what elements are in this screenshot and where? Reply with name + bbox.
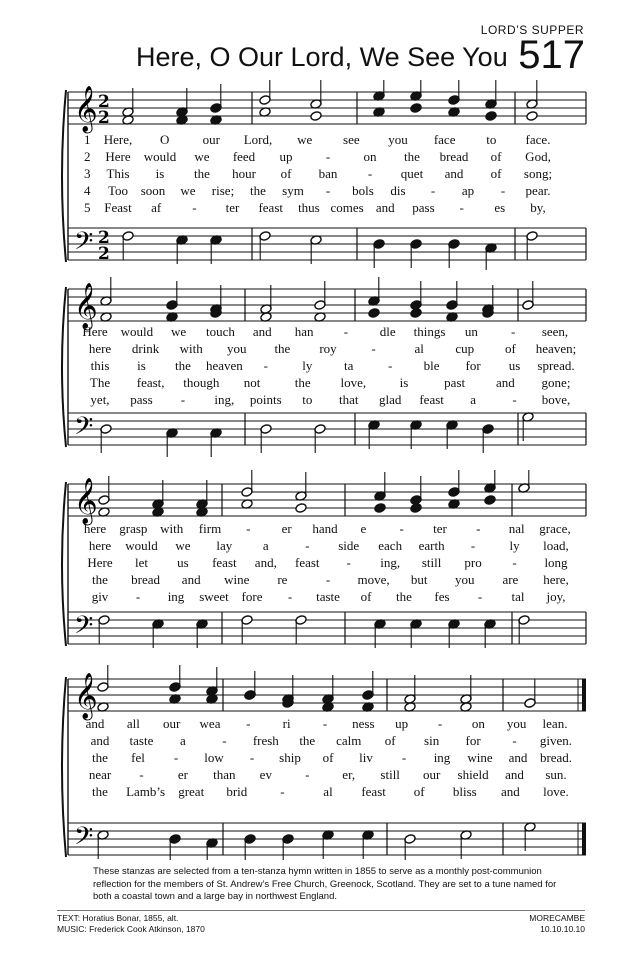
lyric-syllable: Lamb’s: [126, 784, 166, 799]
lyric-syllable: -: [430, 183, 436, 198]
lyric-syllable: -: [437, 716, 443, 731]
lyric-syllable: up: [395, 716, 409, 731]
lyric-syllable: bread: [439, 149, 469, 164]
lyric-syllable: face: [433, 132, 456, 147]
lyric-syllable: comes: [330, 200, 364, 215]
lyric-syllable: quet: [400, 166, 424, 181]
lyric-syllable: love,: [340, 375, 367, 390]
lyric-syllable: would: [143, 149, 177, 164]
lyrics-system-1: [0, 132, 640, 222]
lyric-syllable: sun.: [545, 767, 567, 782]
lyric-syllable: the: [92, 784, 108, 799]
lyric-syllable: our: [422, 767, 441, 782]
lyric-syllable: feast: [419, 392, 444, 407]
lyric-syllable: would: [120, 324, 154, 339]
lyric-syllable: ly: [509, 538, 520, 553]
lyric-syllable: es: [494, 200, 506, 215]
lyric-syllable: ness: [352, 716, 375, 731]
lyric-syllable: -: [249, 750, 255, 765]
lyric-syllable: drink: [131, 341, 160, 356]
lyric-syllable: -: [246, 521, 251, 536]
lyric-syllable: -: [371, 341, 376, 356]
lyric-syllable: of: [280, 166, 292, 181]
lyric-syllable: earth: [418, 538, 445, 553]
lyric-syllable: ing: [433, 750, 451, 765]
lyric-syllable: near: [88, 767, 112, 782]
lyric-syllable: pro: [464, 555, 482, 570]
lyric-syllable: -: [346, 555, 351, 570]
lyric-syllable: lean.: [542, 716, 568, 731]
lyric-syllable: each: [378, 538, 403, 553]
lyric-syllable: heaven;: [535, 341, 577, 356]
lyric-syllable: O: [159, 132, 170, 147]
lyric-syllable: to: [302, 392, 313, 407]
alto-note: [526, 111, 538, 122]
lyric-syllable: fore: [241, 589, 263, 604]
lyric-syllable: er,: [342, 767, 356, 782]
lyric-syllable: let: [134, 555, 148, 570]
lyric-syllable: the: [274, 341, 291, 356]
lyric-syllable: of: [360, 589, 372, 604]
lyric-syllable: things: [413, 324, 446, 339]
treble-clef-icon: 𝄞: [74, 478, 98, 524]
lyric-syllable: al: [414, 341, 424, 356]
lyric-syllable: and: [252, 324, 272, 339]
lyric-syllable: of: [322, 750, 334, 765]
lyric-syllable: that: [338, 392, 359, 407]
lyric-syllable: -: [222, 733, 227, 748]
lyric-syllable: and: [90, 733, 110, 748]
lyric-syllable: spread.: [537, 358, 575, 373]
lyric-syllable: the: [294, 375, 311, 390]
verse-number: 5: [84, 200, 91, 215]
lyric-syllable: ri: [282, 716, 291, 731]
alto-note: [310, 111, 322, 122]
lyric-syllable: the: [396, 589, 412, 604]
lyric-syllable: wine: [224, 572, 250, 587]
lyric-syllable: with: [160, 521, 184, 536]
lyric-syllable: -: [305, 767, 310, 782]
lyric-syllable: we: [175, 538, 191, 553]
lyric-syllable: ap: [461, 183, 475, 198]
lyric-syllable: shield: [457, 767, 489, 782]
lyric-syllable: Here,: [103, 132, 133, 147]
lyric-syllable: taste: [316, 589, 340, 604]
treble-time-bottom: 2: [98, 108, 110, 128]
lyric-syllable: glad: [378, 392, 402, 407]
lyric-syllable: God,: [525, 149, 551, 164]
hymn-note: These stanzas are selected from a ten-stanza hymn written in 1855 to serve as a monthly post-communion reflection for the members of St. Andrew’s Free Church, Greenock, Scotland. They are set to a tune named for both a coastal town and a large bay in northwest England.: [93, 866, 557, 902]
lyrics-system-3: [0, 521, 640, 611]
lyric-syllable: joy,: [546, 589, 566, 604]
alto-note: [410, 103, 422, 114]
lyric-syllable: -: [399, 521, 404, 536]
lyric-syllable: than: [213, 767, 236, 782]
lyric-syllable: sin: [424, 733, 440, 748]
lyric-syllable: dis: [390, 183, 406, 198]
lyric-syllable: ing,: [380, 555, 401, 570]
lyric-syllable: lay: [216, 538, 233, 553]
lyric-syllable: af: [151, 200, 162, 215]
lyric-syllable: sweet: [199, 589, 229, 604]
meter: 10.10.10.10: [540, 924, 585, 934]
lyric-syllable: thus: [298, 200, 320, 215]
lyric-syllable: and: [85, 716, 105, 731]
lyric-syllable: and: [505, 767, 524, 782]
lyric-syllable: Lord,: [243, 132, 273, 147]
treble-clef-icon: 𝄞: [74, 86, 98, 132]
lyric-syllable: of: [504, 341, 516, 356]
lyric-syllable: -: [401, 750, 407, 765]
lyric-syllable: we: [180, 183, 196, 198]
lyric-syllable: liv: [359, 750, 373, 765]
lyric-syllable: -: [470, 538, 476, 553]
lyric-syllable: and,: [254, 555, 277, 570]
lyric-syllable: -: [325, 572, 331, 587]
lyric-syllable: ship: [279, 750, 301, 765]
lyric-syllable: e: [360, 521, 367, 536]
lyric-syllable: is: [399, 375, 409, 390]
lyric-syllable: -: [280, 784, 285, 799]
lyric-syllable: taste: [129, 733, 154, 748]
lyric-syllable: not: [243, 375, 261, 390]
lyric-syllable: Feast: [104, 200, 132, 215]
lyric-syllable: -: [322, 716, 328, 731]
lyric-syllable: touch: [206, 324, 235, 339]
lyric-syllable: on: [363, 149, 377, 164]
lyric-syllable: feast: [361, 784, 386, 799]
alto-note: [485, 111, 497, 122]
lyric-syllable: bols: [352, 183, 374, 198]
lyric-syllable: for: [465, 358, 481, 373]
lyric-syllable: hour: [232, 166, 256, 181]
bass-clef-icon: 𝄢: [74, 227, 94, 262]
lyric-syllable: still: [421, 555, 442, 570]
lyric-syllable: ter: [225, 200, 240, 215]
lyric-syllable: move,: [357, 572, 390, 587]
lyric-syllable: -: [305, 538, 310, 553]
lyric-syllable: long: [544, 555, 568, 570]
lyric-syllable: points: [249, 392, 282, 407]
lyric-syllable: -: [367, 166, 373, 181]
lyrics-system-4: [0, 716, 640, 806]
lyric-syllable: low: [204, 750, 224, 765]
lyric-syllable: wine: [467, 750, 493, 765]
lyric-syllable: though: [183, 375, 220, 390]
bass-clef-icon: 𝄢: [74, 412, 94, 447]
treble-clef-icon: 𝄞: [74, 673, 98, 719]
lyric-syllable: the: [92, 572, 108, 587]
lyric-syllable: of: [490, 149, 502, 164]
lyric-syllable: cup: [455, 341, 475, 356]
lyric-syllable: -: [139, 767, 144, 782]
bass-time-bottom: 2: [98, 244, 110, 264]
lyric-syllable: we: [171, 324, 187, 339]
lyric-syllable: and: [501, 784, 520, 799]
lyric-syllable: for: [465, 733, 481, 748]
lyric-syllable: -: [287, 589, 293, 604]
bass-time-top: 2: [98, 228, 110, 248]
lyric-syllable: feast: [294, 555, 320, 570]
lyric-syllable: seen,: [541, 324, 569, 339]
verse-number: 1: [84, 132, 91, 147]
lyric-syllable: you: [227, 341, 247, 356]
lyric-syllable: hand: [312, 521, 338, 536]
lyric-syllable: gone;: [541, 375, 571, 390]
lyric-syllable: un: [464, 324, 478, 339]
lyric-syllable: and: [495, 375, 515, 390]
credit-text: TEXT: Horatius Bonar, 1855, alt.: [57, 913, 179, 923]
lyric-syllable: Here: [105, 149, 131, 164]
lyric-syllable: ban: [318, 166, 338, 181]
alto-note: [374, 503, 386, 514]
lyric-syllable: and: [508, 750, 528, 765]
lyric-syllable: This: [106, 166, 130, 181]
lyric-syllable: bove,: [541, 392, 571, 407]
lyric-syllable: The: [89, 375, 111, 390]
lyric-syllable: tal: [511, 589, 525, 604]
lyric-syllable: heaven: [205, 358, 243, 373]
lyric-syllable: ing,: [214, 392, 235, 407]
lyric-syllable: us: [508, 358, 521, 373]
lyric-syllable: soon: [140, 183, 166, 198]
lyric-syllable: -: [192, 200, 197, 215]
lyric-syllable: a: [262, 538, 269, 553]
lyric-syllable: -: [263, 358, 268, 373]
lyric-syllable: feast,: [136, 375, 165, 390]
lyric-syllable: given.: [539, 733, 573, 748]
lyric-syllable: would: [125, 538, 158, 553]
lyric-syllable: -: [511, 324, 516, 339]
alto-note: [410, 503, 422, 514]
lyric-syllable: you: [388, 132, 408, 147]
lyric-syllable: still: [380, 767, 400, 782]
lyric-syllable: nal: [508, 521, 525, 536]
lyric-syllable: a: [180, 733, 186, 748]
lyric-syllable: roy: [319, 341, 337, 356]
lyric-syllable: here,: [543, 572, 569, 587]
lyric-syllable: firm: [198, 521, 222, 536]
lyric-syllable: great: [178, 784, 205, 799]
lyric-syllable: bread: [131, 572, 161, 587]
hymn-number: 517: [518, 33, 585, 77]
credit-music: MUSIC: Frederick Cook Atkinson, 1870: [57, 924, 205, 934]
footer-divider: [57, 910, 585, 911]
lyric-syllable: all: [126, 716, 140, 731]
lyric-syllable: ter: [433, 521, 447, 536]
lyric-syllable: wea: [199, 716, 221, 731]
lyric-syllable: -: [173, 750, 179, 765]
lyric-syllable: you: [455, 572, 475, 587]
lyric-syllable: here: [83, 521, 107, 536]
lyric-syllable: er: [177, 767, 188, 782]
lyric-syllable: we: [297, 132, 313, 147]
lyric-syllable: pass: [412, 200, 435, 215]
lyric-syllable: Too: [107, 183, 129, 198]
lyric-syllable: pass: [130, 392, 153, 407]
lyric-syllable: this: [90, 358, 110, 373]
lyric-syllable: side: [338, 538, 360, 553]
lyric-syllable: dle: [379, 324, 396, 339]
lyric-syllable: fel: [131, 750, 145, 765]
lyric-syllable: by,: [530, 200, 546, 215]
lyric-syllable: -: [343, 324, 349, 339]
lyric-syllable: ing: [167, 589, 185, 604]
lyric-syllable: ly: [302, 358, 313, 373]
lyric-syllable: with: [179, 341, 203, 356]
lyric-syllable: yet,: [90, 392, 110, 407]
lyric-syllable: our: [202, 132, 220, 147]
lyric-syllable: -: [325, 183, 331, 198]
lyric-syllable: feast: [212, 555, 237, 570]
verse-number: 3: [84, 166, 91, 181]
lyric-syllable: -: [500, 183, 506, 198]
lyric-syllable: to: [486, 132, 497, 147]
lyric-syllable: brid: [226, 784, 248, 799]
lyric-syllable: re: [277, 572, 288, 587]
lyric-syllable: fresh: [252, 733, 279, 748]
alto-note: [295, 503, 307, 514]
lyric-syllable: is: [155, 166, 165, 181]
lyric-syllable: grasp: [119, 521, 148, 536]
lyrics-system-2: [0, 324, 640, 414]
lyric-syllable: of: [490, 166, 502, 181]
lyric-syllable: and: [444, 166, 464, 181]
bass-clef-icon: 𝄢: [74, 611, 94, 646]
verse-number: 4: [84, 183, 91, 198]
alto-note: [484, 495, 496, 506]
lyric-syllable: giv: [91, 589, 109, 604]
lyric-syllable: -: [325, 149, 331, 164]
category-label: LORD’S SUPPER: [480, 23, 584, 37]
lyric-syllable: Here: [82, 324, 108, 339]
lyric-syllable: load,: [543, 538, 569, 553]
lyric-syllable: grace,: [539, 521, 571, 536]
lyric-syllable: ev: [259, 767, 272, 782]
lyric-syllable: han: [294, 324, 314, 339]
lyric-syllable: of: [384, 733, 396, 748]
lyric-syllable: love.: [543, 784, 569, 799]
lyric-syllable: here: [88, 341, 112, 356]
lyric-syllable: you: [506, 716, 527, 731]
lyric-syllable: here: [88, 538, 112, 553]
lyric-syllable: -: [477, 589, 483, 604]
alto-note: [410, 308, 422, 319]
lyric-syllable: and: [181, 572, 201, 587]
lyric-syllable: us: [177, 555, 189, 570]
lyric-syllable: -: [512, 733, 517, 748]
lyric-syllable: the: [92, 750, 108, 765]
lyric-syllable: the: [404, 149, 420, 164]
lyric-syllable: bliss: [452, 784, 477, 799]
lyric-syllable: ta: [344, 358, 354, 373]
lyric-syllable: see: [343, 132, 360, 147]
lyric-syllable: up: [279, 149, 293, 164]
lyric-syllable: the: [194, 166, 210, 181]
treble-clef-icon: 𝄞: [74, 283, 98, 329]
lyric-syllable: the: [250, 183, 266, 198]
tune-name: MORECAMBE: [529, 913, 585, 923]
lyric-syllable: al: [323, 784, 333, 799]
lyric-syllable: feast: [258, 200, 283, 215]
lyric-syllable: but: [410, 572, 428, 587]
lyric-syllable: -: [135, 589, 141, 604]
treble-time-top: 2: [98, 92, 110, 112]
lyric-syllable: -: [388, 358, 393, 373]
lyric-syllable: are: [502, 572, 519, 587]
lyric-syllable: -: [459, 200, 464, 215]
lyric-syllable: on: [471, 716, 485, 731]
lyric-syllable: bread.: [539, 750, 573, 765]
lyric-syllable: past: [444, 375, 466, 390]
hymn-title: Here, O Our Lord, We See You: [136, 42, 508, 72]
lyric-syllable: -: [180, 392, 186, 407]
lyric-syllable: a: [470, 392, 476, 407]
lyric-syllable: fes: [434, 589, 450, 604]
lyric-syllable: sym: [282, 183, 304, 198]
lyric-syllable: of: [413, 784, 425, 799]
lyric-syllable: rise;: [211, 183, 235, 198]
lyric-syllable: -: [512, 555, 517, 570]
lyric-syllable: Here: [87, 555, 113, 570]
lyric-syllable: -: [512, 392, 517, 407]
bass-clef-icon: 𝄢: [74, 822, 94, 857]
lyric-syllable: -: [476, 521, 481, 536]
lyric-syllable: is: [137, 358, 146, 373]
lyric-syllable: and: [375, 200, 395, 215]
lyric-syllable: our: [162, 716, 181, 731]
lyric-syllable: ble: [423, 358, 440, 373]
lyric-syllable: the: [174, 358, 191, 373]
lyric-syllable: pear.: [525, 183, 551, 198]
verse-number: 2: [84, 149, 91, 164]
alto-note: [368, 308, 380, 319]
lyric-syllable: we: [194, 149, 210, 164]
lyric-syllable: face.: [525, 132, 551, 147]
lyric-syllable: the: [299, 733, 316, 748]
lyric-syllable: feed: [232, 149, 256, 164]
lyric-syllable: calm: [336, 733, 362, 748]
lyric-syllable: song;: [523, 166, 553, 181]
lyric-syllable: er: [281, 521, 292, 536]
lyric-syllable: -: [246, 716, 251, 731]
